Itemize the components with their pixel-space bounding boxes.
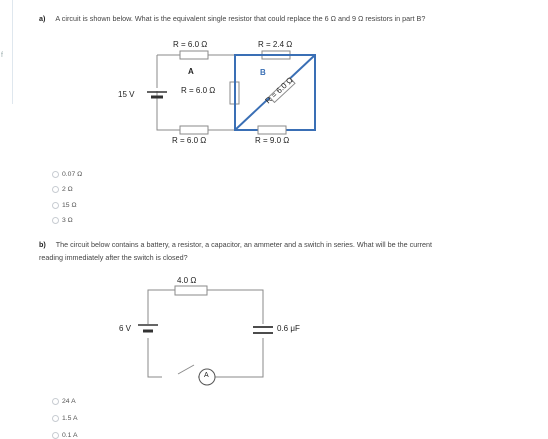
option-label: 24 A bbox=[62, 398, 76, 405]
label-battery-a: 15 V bbox=[118, 90, 135, 99]
label-r-mid: R = 6.0 Ω bbox=[181, 86, 216, 95]
part-a-letter: a) bbox=[39, 14, 46, 23]
resistor-b bbox=[175, 286, 207, 295]
option-label: 1.5 A bbox=[62, 415, 78, 422]
label-resistor-b: 4.0 Ω bbox=[177, 276, 197, 285]
label-r-top-left: R = 6.0 Ω bbox=[173, 40, 208, 49]
option-b-3[interactable] bbox=[52, 432, 78, 439]
label-capacitor: 0.6 μF bbox=[277, 324, 300, 333]
part-b-letter: b) bbox=[39, 240, 46, 249]
label-r-top-right: R = 2.4 Ω bbox=[258, 40, 293, 49]
radio-icon[interactable] bbox=[52, 398, 59, 405]
option-b-2[interactable] bbox=[52, 415, 78, 422]
part-b-text-line1: The circuit below contains a battery, a resistor, a capacitor, an ammeter and a switch in series. What will be the current bbox=[55, 240, 432, 249]
option-label: 3 Ω bbox=[62, 217, 73, 224]
label-battery-b: 6 V bbox=[119, 324, 132, 333]
part-b-text-line2: reading immediately after the switch is closed? bbox=[39, 253, 188, 262]
part-a-text: A circuit is shown below. What is the equivalent single resistor that could replace the 6 Ω and 9 Ω resistors in part B? bbox=[55, 14, 426, 23]
label-ammeter: A bbox=[204, 372, 209, 379]
label-node-a: A bbox=[188, 67, 194, 76]
label-node-b: B bbox=[260, 68, 266, 77]
option-b-1[interactable] bbox=[52, 398, 76, 405]
label-r-diagonal: R = 6.0 Ω bbox=[263, 75, 295, 106]
left-margin-glyph: f bbox=[1, 52, 3, 59]
label-r-bottom-left: R = 6.0 Ω bbox=[172, 136, 207, 145]
label-r-bottom-right: R = 9.0 Ω bbox=[255, 136, 290, 145]
option-label: 2 Ω bbox=[62, 186, 73, 193]
option-label: 15 Ω bbox=[62, 202, 77, 209]
radio-icon[interactable] bbox=[52, 432, 59, 439]
option-label: 0.1 A bbox=[62, 432, 78, 439]
radio-icon[interactable] bbox=[52, 415, 59, 422]
option-label: 0.07 Ω bbox=[62, 171, 83, 178]
